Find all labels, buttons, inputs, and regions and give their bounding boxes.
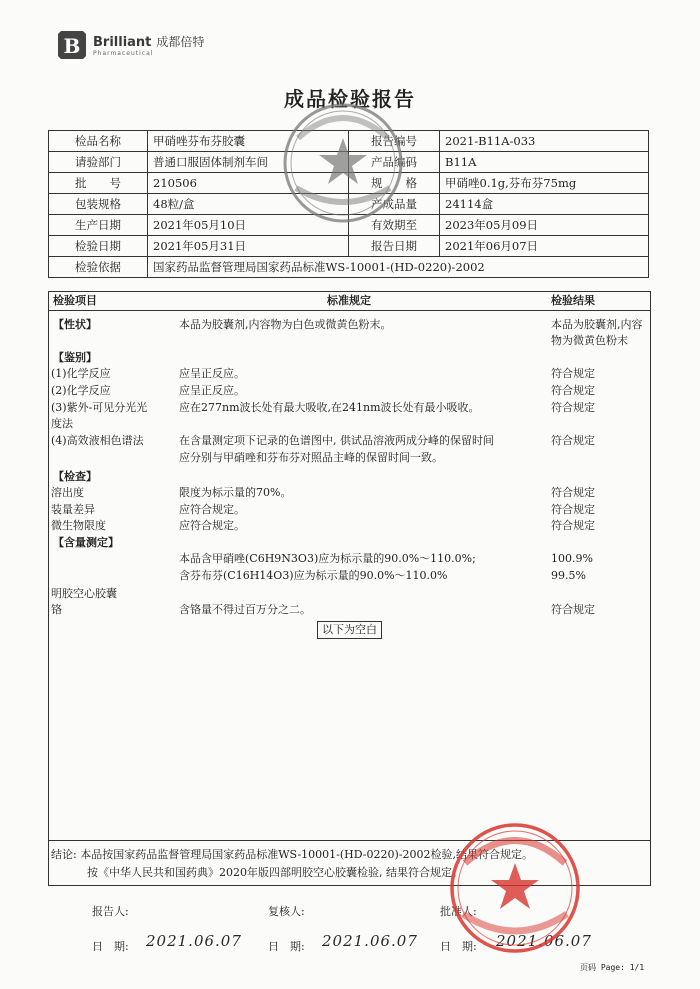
col-standard-header: 标准规定 [327,294,371,307]
dissolution-result: 符合规定 [551,486,595,499]
table-row [49,173,649,194]
mfg-date-value: 2021年05月10日 [148,215,349,236]
ident-3-standard: 应在277nm波长处有最大吸收,在241nm波长处有最小吸收。 [179,401,480,414]
ident-4-standard-line1: 在含量测定项下记录的色谱图中, 供试品溶液两成分峰的保留时间 [179,434,494,447]
report-date-label: 报告日期 [349,236,440,257]
brand-name-cn: 成都倍特 [156,35,205,49]
loading-standard: 应符合规定。 [179,503,245,516]
report-date-value: 2021年06月07日 [440,236,649,257]
assay-2-result: 99.5% [551,569,586,582]
output-label: 产成品量 [349,194,440,215]
ident-section: 【鉴别】 [53,351,97,364]
reporter-date: 2021.06.07 [146,932,242,950]
micro-item: 微生物限度 [51,519,106,532]
approver-label: 批准人: [440,905,477,918]
svg-text:B: B [63,34,81,58]
test-date-value: 2021年05月31日 [148,236,349,257]
table-row [49,152,649,173]
loading-result: 符合规定 [551,503,595,516]
traits-result-line2: 物为微黄色粉末 [551,334,628,347]
test-date-label: 检验日期 [49,236,148,257]
brand-subtitle: Pharmaceutical [93,50,154,57]
dissolution-item: 溶出度 [51,486,84,499]
approver-date-label: 日 期: [440,940,477,953]
assay-1-standard: 本品含甲硝唑(C6H9N3O3)应为标示量的90.0%～110.0%; [179,552,476,565]
reviewer-label: 复核人: [268,905,305,918]
batch-label: 批 号 [49,173,148,194]
table-row [49,257,649,278]
chromium-standard: 含铬量不得过百万分之二。 [179,603,311,616]
ident-2-item: (2)化学反应 [51,384,111,397]
spec-value: 甲硝唑0.1g,芬布芬75mg [440,173,649,194]
ident-4-item: (4)高效液相色谱法 [51,434,144,447]
ident-3-item-line1: (3)紫外-可见分光光 [51,401,148,414]
ident-1-standard: 应呈正反应。 [179,367,245,380]
product-name-value: 甲硝唑芬布芬胶囊 [148,131,349,152]
conclusion-line1: 结论: 本品按国家药品监督管理局国家药品标准WS-10001-(HD-0220)-2002检验,结果符合规定。 [51,848,533,861]
chromium-result: 符合规定 [551,603,595,616]
report-title: 成品检验报告 [284,87,416,111]
ident-4-standard-line2: 应分别与甲硝唑和芬布芬对照品主峰的保留时间一致。 [179,451,443,464]
brand-name-en: Brilliant [93,35,152,50]
table-row [49,236,649,257]
report-no-value: 2021-B11A-033 [440,131,649,152]
product-name-label: 检品名称 [49,131,148,152]
results-section [48,291,651,841]
dept-value: 普通口服固体制剂车间 [148,152,349,173]
batch-value: 210506 [148,173,349,194]
assay-section: 【含量测定】 [53,536,119,549]
reporter-date-label: 日 期: [92,940,129,953]
product-code-value: B11A [440,152,649,173]
mfg-date-label: 生产日期 [49,215,148,236]
dissolution-standard: 限度为标示量的70%。 [179,486,292,499]
micro-standard: 应符合规定。 [179,519,245,532]
assay-1-result: 100.9% [551,552,593,565]
blank-note: 以下为空白 [317,621,382,639]
spec-label: 规 格 [349,173,440,194]
conclusion-line2: 按《中华人民共和国药典》2020年版四部明胶空心胶囊检验, 结果符合规定。 [87,866,463,879]
expiry-label: 有效期至 [349,215,440,236]
reviewer-date: 2021.06.07 [322,932,418,950]
chromium-item-line2: 铬 [51,603,62,616]
traits-standard: 本品为胶囊剂,内容物为白色或微黄色粉末。 [179,318,392,331]
conclusion-box [48,840,651,886]
col-item-header: 检验项目 [53,294,97,307]
product-code-label: 产品编码 [349,152,440,173]
results-header [49,292,650,311]
reviewer-date-label: 日 期: [268,940,305,953]
ident-1-item: (1)化学反应 [51,367,111,380]
basis-value: 国家药品监督管理局国家药品标准WS-10001-(HD-0220)-2002 [148,257,649,278]
company-logo [55,28,204,62]
package-label: 包装规格 [49,194,148,215]
ident-1-result: 符合规定 [551,367,595,380]
report-no-label: 报告编号 [349,131,440,152]
ident-2-result: 符合规定 [551,384,595,397]
ident-4-result: 符合规定 [551,434,595,447]
basis-label: 检验依据 [49,257,148,278]
check-section: 【检查】 [53,470,97,483]
approver-date: 2021.06.07 [496,932,592,950]
traits-result-line1: 本品为胶囊剂,内容 [551,318,643,331]
col-result-header: 检验结果 [551,294,595,307]
expiry-value: 2023年05月09日 [440,215,649,236]
table-row [49,194,649,215]
info-table [48,130,649,278]
brilliant-logo-icon [55,28,89,62]
assay-2-standard: 含芬布芬(C16H14O3)应为标示量的90.0%～110.0% [179,569,448,582]
ident-3-result: 符合规定 [551,401,595,414]
output-value: 24114盒 [440,194,649,215]
loading-item: 装量差异 [51,503,95,516]
ident-2-standard: 应呈正反应。 [179,384,245,397]
reporter-label: 报告人: [92,905,129,918]
package-value: 48粒/盒 [148,194,349,215]
table-row [49,215,649,236]
chromium-item-line1: 明胶空心胶囊 [51,587,117,600]
page-number: 页码 Page: 1/1 [580,963,645,972]
dept-label: 请验部门 [49,152,148,173]
traits-section: 【性状】 [53,318,97,331]
micro-result: 符合规定 [551,519,595,532]
ident-3-item-line2: 度法 [51,417,73,430]
table-row [49,131,649,152]
